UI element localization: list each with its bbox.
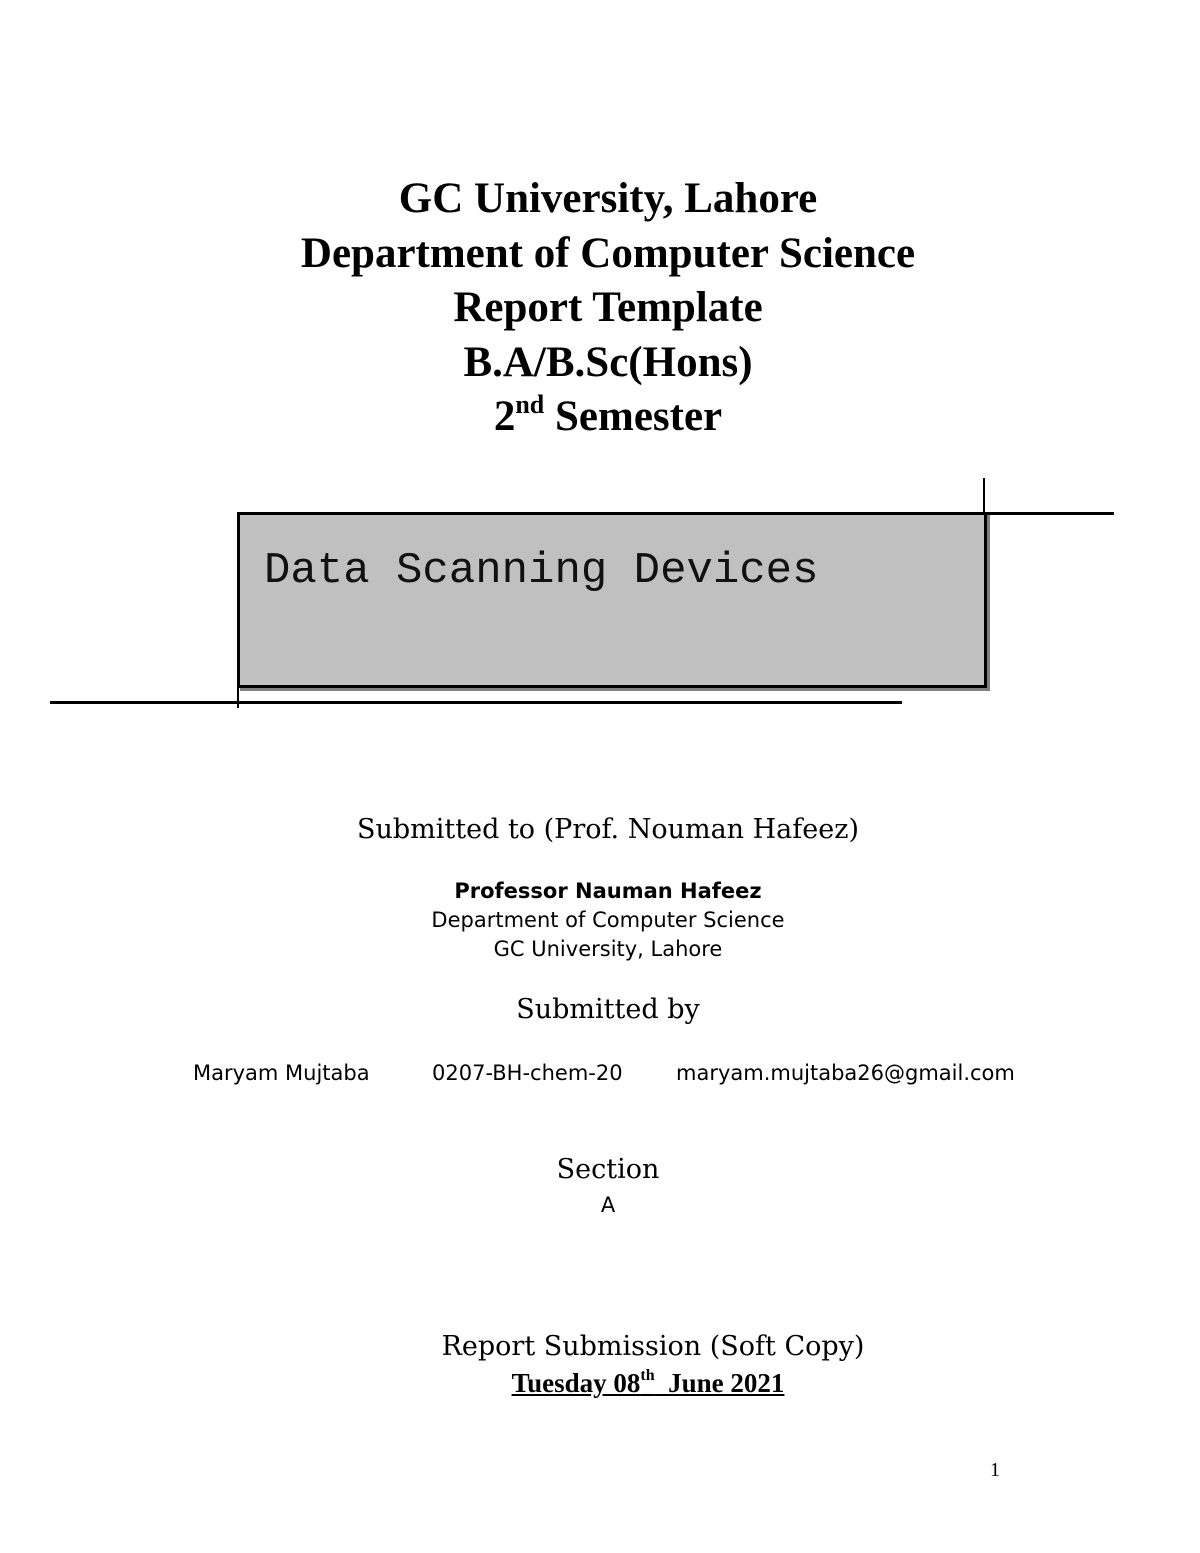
title-box bbox=[237, 512, 987, 688]
report-template-title: Report Template bbox=[453, 284, 763, 331]
professor-department: Department of Computer Science bbox=[431, 908, 785, 932]
page-number: 1 bbox=[990, 1459, 1000, 1481]
submitted-by-heading: Submitted by bbox=[516, 994, 700, 1025]
professor-name: Professor Nauman Hafeez bbox=[454, 879, 762, 903]
section-value: A bbox=[600, 1193, 616, 1217]
semester-word: Semester bbox=[544, 393, 723, 440]
top-right-horizontal-rule bbox=[983, 512, 1114, 515]
semester-title bbox=[0, 390, 1200, 445]
submission-date-day: Tuesday 08 bbox=[511, 1368, 641, 1398]
submission-heading: Report Submission (Soft Copy) bbox=[441, 1331, 865, 1362]
bottom-left-horizontal-rule bbox=[50, 701, 902, 704]
submission-date-suffix: th bbox=[640, 1367, 655, 1384]
submission-date-rest: June 2021 bbox=[654, 1368, 785, 1398]
degree-title: B.A/B.Sc(Hons) bbox=[463, 338, 753, 386]
roll-number: 0207-BH-chem-20 bbox=[432, 1061, 623, 1085]
university-title: GC University, Lahore bbox=[398, 175, 818, 222]
student-name: Maryam Mujtaba bbox=[193, 1061, 370, 1085]
semester-suffix: nd bbox=[515, 389, 545, 419]
submitted-to-heading: Submitted to (Prof. Nouman Hafeez) bbox=[357, 814, 859, 845]
department-title: Department of Computer Science bbox=[300, 229, 916, 277]
section-heading: Section bbox=[556, 1154, 660, 1185]
report-title: Data Scanning Devices bbox=[264, 546, 819, 596]
semester-number: 2 bbox=[493, 393, 516, 440]
student-info-row bbox=[0, 1058, 1200, 1088]
header-block bbox=[0, 172, 1200, 445]
professor-institution: GC University, Lahore bbox=[493, 937, 723, 961]
submission-date bbox=[40, 1367, 1200, 1399]
student-email: maryam.mujtaba26@gmail.com bbox=[676, 1061, 1015, 1085]
